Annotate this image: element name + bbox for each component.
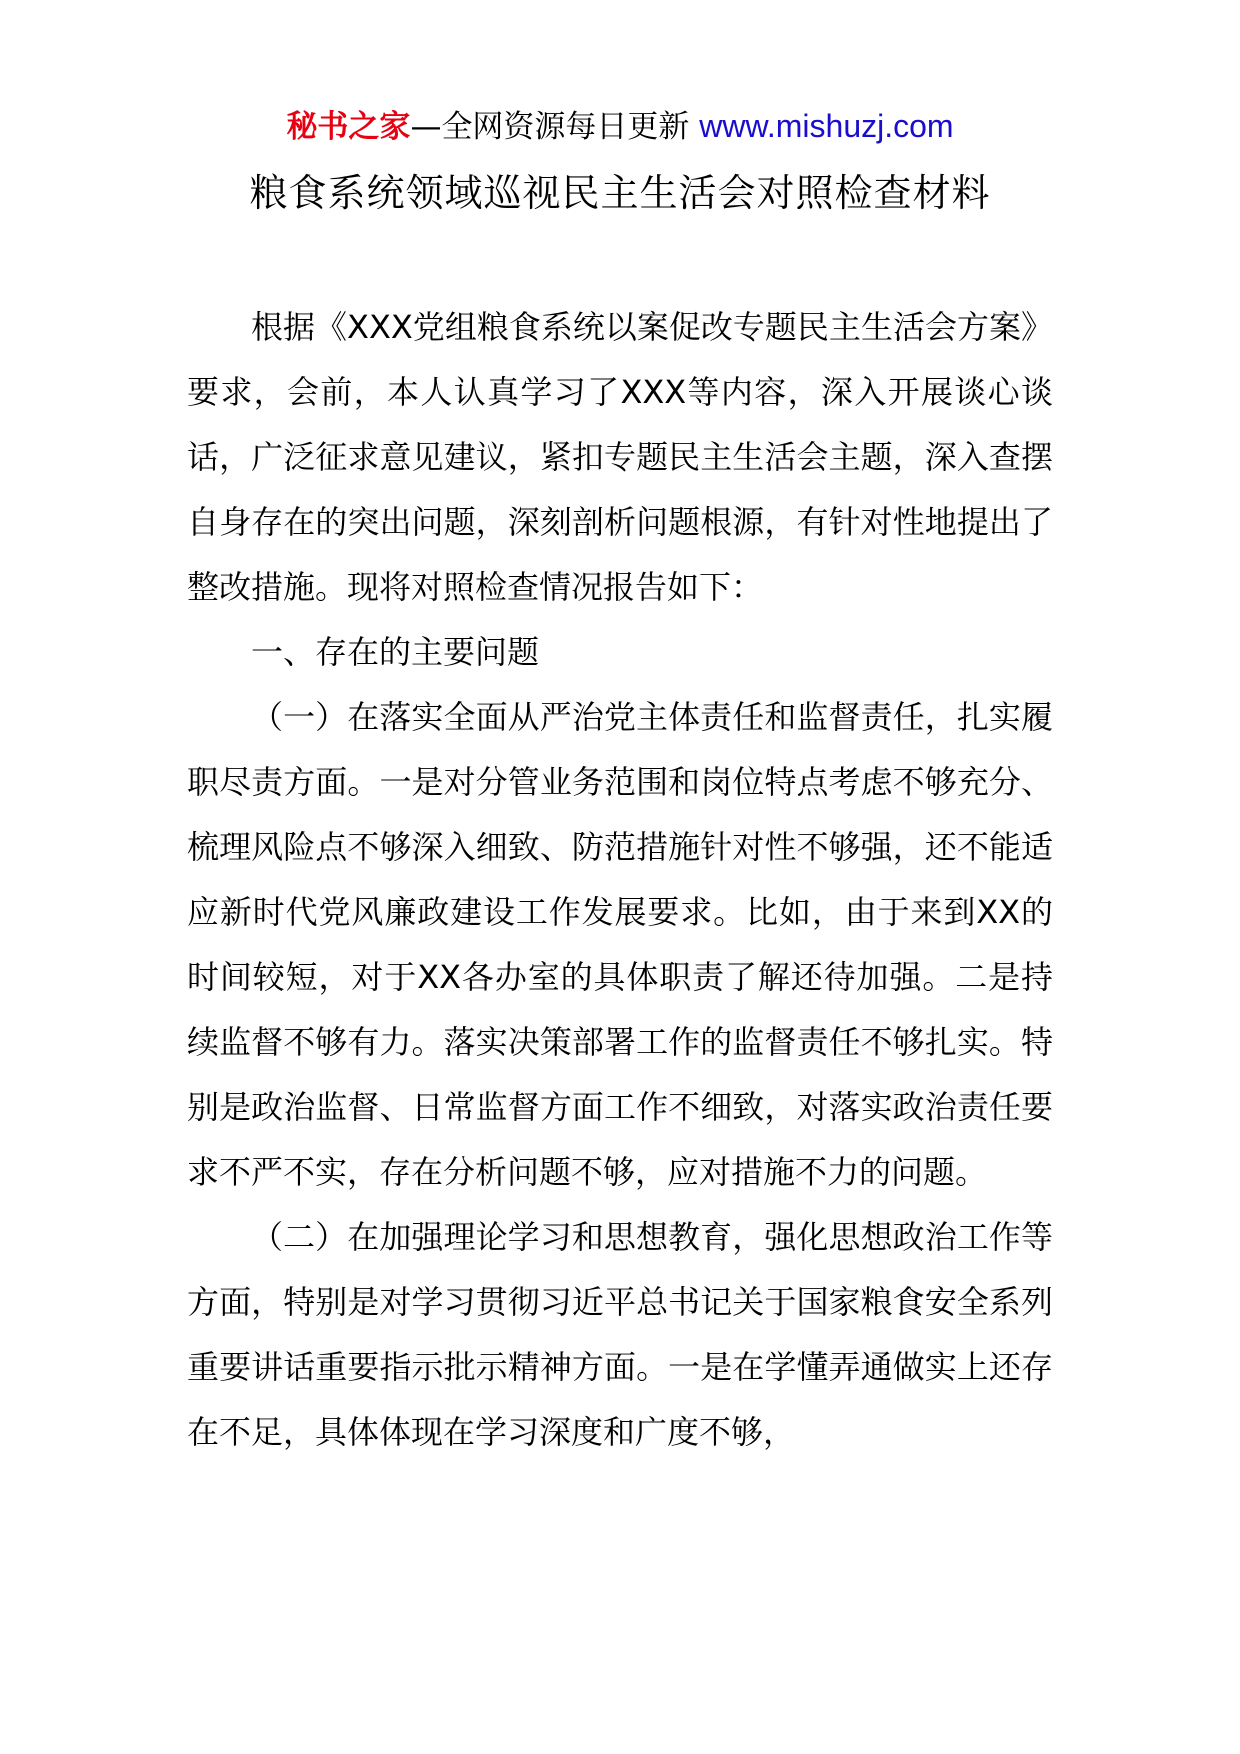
site-header [0, 106, 1240, 147]
site-tagline: —全网资源每日更新 [410, 109, 700, 145]
document-title: 粮食系统领域巡视民主生活会对照检查材料 [249, 171, 991, 215]
site-url-link[interactable]: www.mishuzj.com [699, 108, 954, 144]
document-body [187, 295, 1053, 1465]
issue-paragraph-1: （一）在落实全面从严治党主体责任和监督责任，扎实履职尽责方面。一是对分管业务范围和岗位特点考虑不够充分、梳理风险点不够深入细致、防范措施针对性不够强，还不能适应新时代党风廉政建设工作发展要求。比如，由于来到XX的时间较短，对于XX各办室的具体职责了解还待加强。二是持续监督不够有力。落实决策部署工作的监督责任不够扎实。特别是政治监督、日常监督方面工作不细致，对落实政治责任要求不严不实，存在分析问题不够，应对措施不力的问题。 [187, 698, 1053, 1191]
section-heading: 一、存在的主要问题 [251, 633, 540, 671]
site-brand: 秘书之家 [286, 109, 411, 145]
issue-paragraph-2: （二）在加强理论学习和思想教育，强化思想政治工作等方面，特别是对学习贯彻习近平总书记关于国家粮食安全系列重要讲话重要指示批示精神方面。一是在学懂弄通做实上还存在不足，具体体现在学习深度和广度不够， [187, 1218, 1053, 1451]
intro-paragraph: 根据《XXX党组粮食系统以案促改专题民主生活会方案》要求，会前，本人认真学习了XXX等内容，深入开展谈心谈话，广泛征求意见建议，紧扣专题民主生活会主题，深入查摆自身存在的突出问题，深刻剖析问题根源，有针对性地提出了整改措施。现将对照检查情况报告如下： [187, 308, 1053, 606]
